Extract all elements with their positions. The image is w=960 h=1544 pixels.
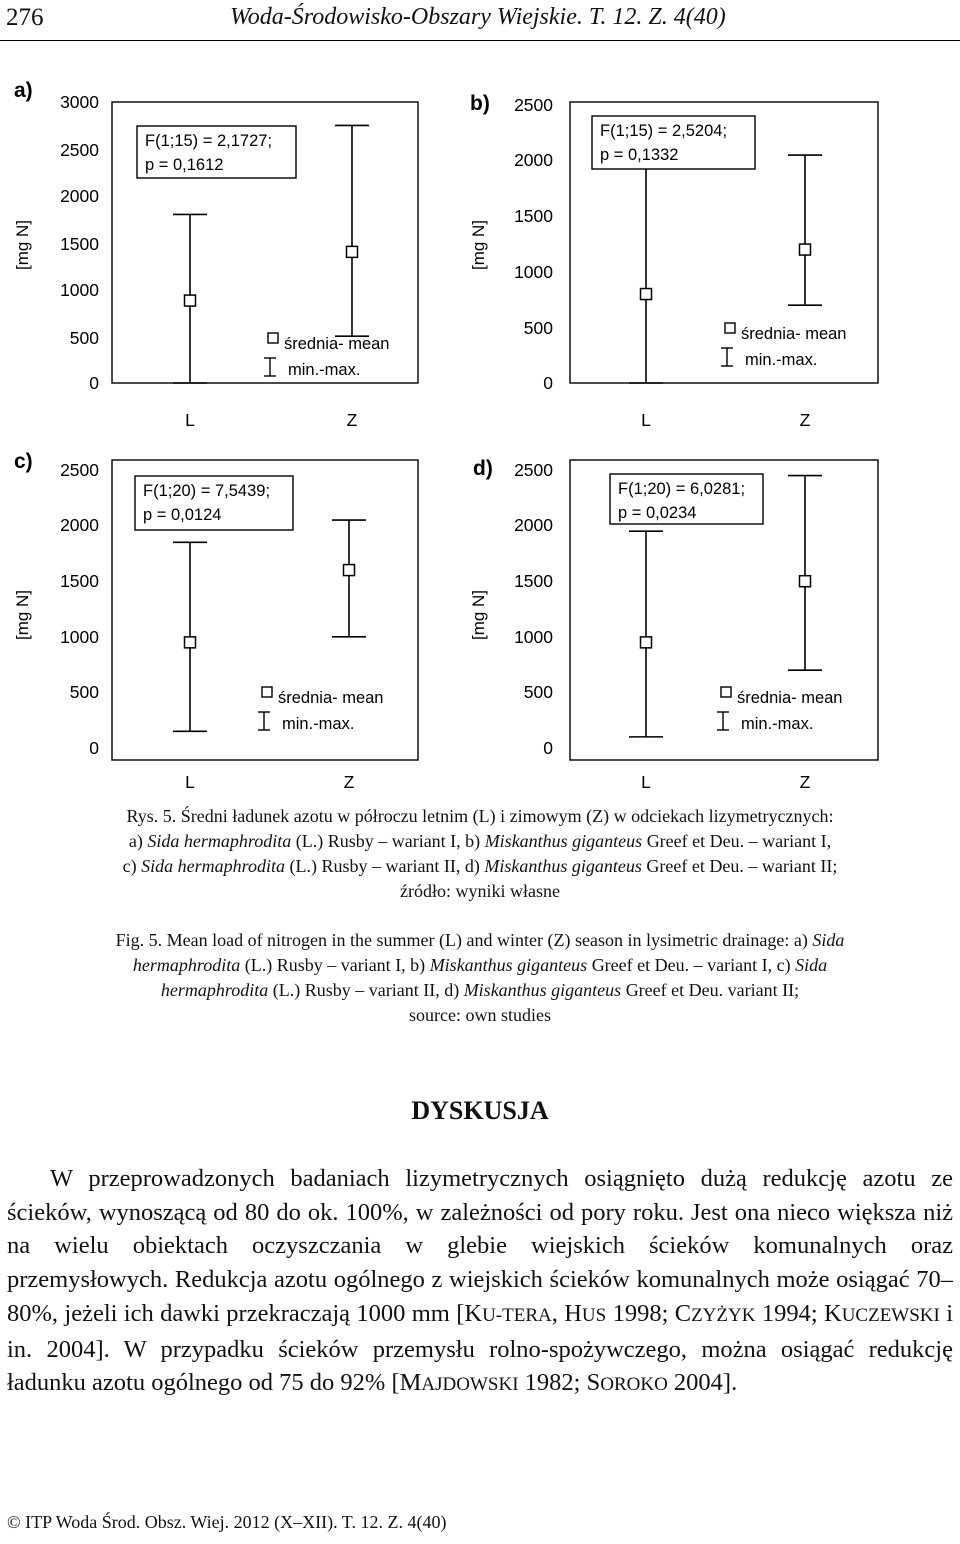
paragraph-text: i in. 2004]. W przypadku ścieków przemysłu rolno-spożywczego, można osiągać redukcję ładunku azotu ogólnego od 75 do 92% [ [7, 1299, 954, 1397]
journal-title: Woda-Środowisko-Obszary Wiejskie. T. 12. Z. 4(40) [230, 4, 726, 30]
paragraph-text: W przeprowadzonych badaniach lizymetrycznych osiągnięto dużą redukcję azotu ze ścieków, wynoszącą od 80 do ok. 100%, w zależności od pory roku. Jest ona nieco większa niż na wielu obiektach oczyszczania w glebie wiejskich ścieków komunalnych oraz przemysłowych. Redukcja azotu ogólnego z wiejskich ścieków komunalnych może osiągać 70–80%, jeżeli ich dawki przekraczają 1000 mm [ [7, 1165, 953, 1327]
y-tick-label: 2000 [514, 515, 553, 535]
species-name: Sida hermaphrodita [147, 831, 292, 851]
paragraph-text: , [551, 1299, 565, 1327]
legend-mean-marker [268, 333, 278, 343]
x-tick-label: Z [799, 772, 811, 792]
chart-panel-d [469, 457, 878, 792]
author-initial: C [674, 1299, 692, 1327]
y-tick-label: 1000 [60, 627, 99, 647]
author-name: ZYŻYK [691, 1304, 756, 1326]
author-name: US [581, 1304, 607, 1326]
paragraph-text: 1998; [606, 1299, 675, 1327]
stats-text: p = 0,0234 [618, 504, 697, 522]
author-name: AJDOWSKI [421, 1374, 519, 1396]
legend-mean-marker [725, 323, 735, 333]
figure-caption-english [8, 928, 952, 1028]
page-footer: © ITP Woda Środ. Obsz. Wiej. 2012 (X–XII). T. 12. Z. 4(40) [7, 1512, 447, 1532]
panel-label: b) [470, 92, 490, 115]
legend-mean-label: średnia- mean [284, 335, 390, 353]
y-tick-label: 1000 [514, 262, 553, 282]
author-initial: K [464, 1299, 483, 1327]
species-name: Miskanthus giganteus [484, 856, 642, 876]
stats-text: p = 0,1612 [145, 156, 224, 174]
caption-text: Fig. 5. Mean load of nitrogen in the summer (L) and winter (Z) season in lysimetric drainage: a) [115, 930, 813, 950]
y-axis-label: [mg N] [469, 219, 488, 271]
caption-pl-line-1: Rys. 5. Średni ładunek azotu w półroczu letnim (L) i zimowym (Z) w odciekach lizymetrycznych: [126, 806, 834, 826]
y-tick-label: 2500 [514, 460, 553, 480]
x-tick-label: Z [799, 410, 811, 430]
caption-en-line-1 [8, 928, 952, 953]
caption-text: Greef et Deu. – wariant II; [641, 856, 838, 876]
panel-label: d) [473, 457, 493, 480]
legend-range-label: min.-max. [741, 715, 814, 733]
y-tick-label: 1500 [514, 206, 553, 226]
legend-range-label: min.-max. [288, 361, 361, 379]
stats-text: F(1;15) = 2,1727; [145, 132, 273, 150]
caption-pl-source: źródło: wyniki własne [400, 881, 560, 901]
y-tick-label: 500 [523, 682, 553, 702]
caption-pl-line-2 [8, 829, 952, 854]
panel-label: a) [14, 79, 33, 102]
figure-5-charts [0, 70, 960, 800]
mean-marker-z [800, 244, 811, 255]
mean-marker-z [800, 576, 811, 587]
author-name: UCZEWSKI [841, 1304, 940, 1326]
y-axis-label: [mg N] [469, 589, 488, 641]
author-initial: M [399, 1369, 422, 1397]
stats-text: F(1;20) = 6,0281; [618, 480, 746, 498]
author-name: OROKO [600, 1374, 668, 1396]
y-tick-label: 0 [543, 373, 553, 393]
y-tick-label: 0 [89, 373, 99, 393]
caption-text: c) [122, 856, 142, 876]
paragraph-text: 1994; [755, 1299, 824, 1327]
mean-marker-z [347, 246, 358, 257]
y-tick-label: 500 [69, 682, 99, 702]
stats-text: F(1;20) = 7,5439; [143, 482, 271, 500]
x-tick-label: L [185, 772, 195, 792]
chart-panel-b [469, 92, 878, 430]
caption-text: (L.) Rusby – wariant II, d) [284, 856, 485, 876]
y-tick-label: 2000 [60, 515, 99, 535]
caption-text: a) [128, 831, 148, 851]
species-name: Miskanthus giganteus [429, 955, 588, 975]
paragraph-text: 2004]. [667, 1369, 738, 1397]
caption-en-source: source: own studies [409, 1005, 551, 1025]
x-tick-label: L [641, 772, 651, 792]
species-name: Sida hermaphrodita [141, 856, 285, 876]
species-name: Sida [812, 930, 845, 950]
mean-marker-z [344, 565, 355, 576]
mean-marker-l [641, 289, 652, 300]
section-heading: DYSKUSJA [411, 1096, 549, 1125]
caption-text: Greef et Deu. – variant I, c) [587, 955, 796, 975]
stats-text: p = 0,1332 [600, 146, 679, 164]
author-name: U-TERA [482, 1304, 552, 1326]
y-tick-label: 500 [69, 328, 99, 348]
y-tick-label: 0 [89, 738, 99, 758]
panel-label: c) [14, 450, 33, 473]
figure-caption-polish [8, 804, 952, 904]
y-tick-label: 3000 [60, 92, 99, 112]
y-tick-label: 500 [523, 318, 553, 338]
legend-mean-label: średnia- mean [737, 689, 843, 707]
y-axis-label: [mg N] [13, 219, 32, 271]
legend-mean-marker [262, 687, 272, 697]
x-tick-label: Z [346, 410, 358, 430]
species-name: hermaphrodita [132, 955, 241, 975]
legend-mean-label: średnia- mean [278, 689, 384, 707]
discussion-paragraph [7, 1162, 953, 1402]
species-name: Sida [795, 955, 828, 975]
y-tick-label: 2500 [514, 95, 553, 115]
x-tick-label: L [641, 410, 651, 430]
x-tick-label: Z [343, 772, 355, 792]
legend-range-label: min.-max. [282, 715, 355, 733]
y-tick-label: 1500 [514, 571, 553, 591]
y-tick-label: 1500 [60, 571, 99, 591]
species-name: Miskanthus giganteus [463, 980, 622, 1000]
species-name: hermaphrodita [160, 980, 269, 1000]
caption-text: Greef et Deu. variant II; [621, 980, 800, 1000]
mean-marker-l [641, 637, 652, 648]
y-tick-label: 2500 [60, 140, 99, 160]
mean-marker-l [185, 637, 196, 648]
species-name: Miskanthus giganteus [484, 831, 643, 851]
page-header [0, 0, 960, 41]
caption-text: (L.) Rusby – variant I, b) [240, 955, 430, 975]
y-axis-label: [mg N] [13, 589, 32, 641]
chart-panel-a [13, 79, 418, 430]
author-initial: H [564, 1299, 582, 1327]
page-number: 276 [6, 4, 44, 31]
y-tick-label: 2000 [60, 186, 99, 206]
author-initial: K [823, 1299, 842, 1327]
chart-panel-c [13, 450, 418, 792]
y-tick-label: 2000 [514, 150, 553, 170]
y-tick-label: 1500 [60, 234, 99, 254]
caption-text: Greef et Deu. – wariant I, [642, 831, 832, 851]
legend-mean-label: średnia- mean [741, 325, 847, 343]
legend-range-label: min.-max. [745, 351, 818, 369]
y-tick-label: 0 [543, 738, 553, 758]
legend-mean-marker [721, 687, 731, 697]
caption-en-line-3 [8, 978, 952, 1003]
mean-marker-l [185, 295, 196, 306]
stats-text: p = 0,0124 [143, 506, 222, 524]
author-initial: S [586, 1369, 601, 1397]
y-tick-label: 2500 [60, 460, 99, 480]
x-tick-label: L [185, 410, 195, 430]
caption-text: (L.) Rusby – variant II, d) [268, 980, 464, 1000]
caption-en-line-2 [8, 953, 952, 978]
y-tick-label: 1000 [514, 627, 553, 647]
y-tick-label: 1000 [60, 280, 99, 300]
caption-text: (L.) Rusby – wariant I, b) [291, 831, 485, 851]
caption-pl-line-3 [8, 854, 952, 879]
paragraph-text: 1982; [518, 1369, 587, 1397]
stats-text: F(1;15) = 2,5204; [600, 122, 728, 140]
